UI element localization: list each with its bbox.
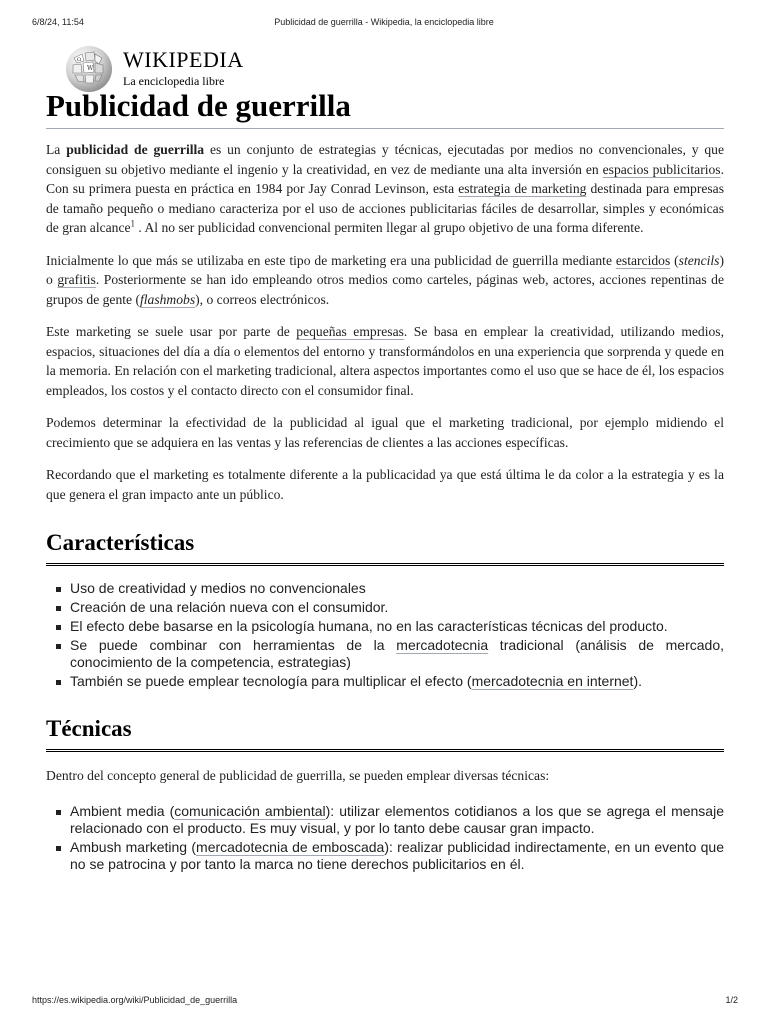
text: ): utilizar elementos cotidianos a los que se agrega el mensaje relacionado con el producto. Es muy visual, y por lo tanto debe causar gran impacto.	[70, 802, 724, 836]
text: Este marketing se suele usar por parte de	[46, 324, 297, 339]
svg-text:Ω: Ω	[77, 57, 82, 63]
link-estrategia-de-marketing[interactable]: estrategia de marketing	[458, 181, 587, 196]
bold-term: publicidad de guerrilla	[66, 142, 205, 157]
print-page-number: 1/2	[725, 995, 738, 1005]
text: Se puede combinar con herramientas de la	[70, 637, 397, 653]
link-mercadotecnia[interactable]: mercadotecnia	[396, 637, 489, 653]
link-estarcidos[interactable]: estarcidos	[615, 252, 671, 268]
section-heading-tecnicas: Técnicas	[46, 716, 724, 752]
link-espacios-publicitarios[interactable]: espacios publicitarios	[602, 161, 721, 177]
link-flashmobs[interactable]: flashmobs	[140, 291, 196, 307]
caracteristicas-list	[46, 580, 724, 690]
text: Inicialmente lo que más se utilizaba en este tipo de marketing era una publicidad de guerrilla mediante	[46, 252, 616, 268]
list-item: Creación de una relación nueva con el consumidor.	[70, 599, 724, 616]
link-grafitis[interactable]: grafitis	[57, 272, 96, 287]
paragraph-4: Podemos determinar la efectividad de la publicidad al igual que el marketing tradicional, por ejemplo midiendo el crecimiento que se adquiera en las ventas y las referencias de clientes a las acciones específicas.	[46, 415, 724, 450]
link-mercadotecnia-de-emboscada[interactable]: mercadotecnia de emboscada	[196, 838, 385, 855]
text: ): realizar publicidad indirectamente, en un evento que no se patrocina y por tanto la marca no tiene derechos publicitarios en él.	[70, 838, 724, 872]
wikipedia-tagline: La enciclopedia libre	[123, 74, 225, 88]
link-comunicacion-ambiental[interactable]: comunicación ambiental	[174, 802, 326, 819]
paragraph-2	[46, 251, 724, 310]
svg-text:W: W	[87, 65, 94, 72]
wikipedia-logo[interactable]	[64, 44, 264, 88]
text: tradicional (análisis de mercado, conocimiento de la competencia, estrategias)	[70, 637, 725, 670]
tecnicas-intro: Dentro del concepto general de publicidad de guerrilla, se pueden emplear diversas técnicas:	[46, 768, 550, 783]
article-content	[46, 88, 724, 883]
text: . Con su primera puesta en práctica en 1984 por Jay Conrad Levinson, esta	[46, 161, 724, 196]
intro-paragraph	[46, 140, 724, 238]
text: Ambient media (	[70, 802, 175, 819]
list-item	[70, 803, 724, 837]
list-item	[70, 673, 724, 690]
italic-term: stencils	[678, 252, 720, 268]
reference-1[interactable]: 1	[130, 218, 136, 229]
wikipedia-wordmark: WIKIPEDIA	[123, 47, 244, 72]
print-date: 6/8/24, 11:54	[32, 17, 84, 27]
tecnicas-list	[46, 803, 724, 873]
link-pequenas-empresas[interactable]: pequeñas empresas	[296, 324, 404, 339]
text: ), o correos electrónicos.	[195, 291, 330, 307]
paragraph-5: Recordando que el marketing es totalmente diferente a la publicacidad ya que está última le da color a la estrategia y es la que genera el gran impacto ante un público.	[46, 467, 724, 502]
page-title: Publicidad de guerrilla	[46, 88, 724, 129]
print-url: https://es.wikipedia.org/wiki/Publicidad_de_guerrilla	[32, 995, 238, 1005]
wikipedia-globe-icon	[64, 44, 114, 94]
paragraph-3	[46, 322, 724, 400]
text: (	[670, 252, 679, 268]
text: es un conjunto de estrategias y técnicas, ejecutadas por medios no convencionales, y que consiguen su objetivo mediante el ingenio y la creatividad, en vez de mediante una alta inversión en	[46, 142, 724, 177]
list-item: El efecto debe basarse en la psicología humana, no en las características técnicas del producto.	[70, 618, 724, 635]
list-item	[70, 637, 724, 671]
text: destinada para empresas de tamaño pequeño o mediano caracteriza por el uso de acciones publicitarias fáciles de desarrollar, simples y económicas de gran alcance	[46, 181, 725, 235]
text: ) o	[46, 252, 724, 287]
text: . Posteriormente se han ido empleando otros medios como carteles, páginas web, actores, acciones repentinas de grupos de gente (	[46, 272, 724, 307]
section-heading-caracteristicas: Características	[46, 530, 724, 566]
text: ).	[633, 673, 642, 689]
text: . Se basa en emplear la creatividad, utilizando medios, espacios, situaciones del día a día o elementos del entorno y transformándolos en una experiencia que sorprenda y quede en la memoria. En relación con el marketing tradicional, altera aspectos importantes como el uso que se hace de él, los espacios empleados, los costos y el contacto directo con el consumidor final.	[46, 324, 724, 398]
list-item	[70, 839, 724, 873]
text: Ambush marketing (	[70, 838, 197, 855]
text: La	[46, 142, 67, 157]
text: También se puede emplear tecnología para multiplicar el efecto (	[70, 673, 472, 689]
list-item: Uso de creatividad y medios no convencionales	[70, 580, 724, 597]
link-mercadotecnia-en-internet[interactable]: mercadotecnia en internet	[471, 673, 634, 689]
print-title: Publicidad de guerrilla - Wikipedia, la enciclopedia libre	[274, 17, 494, 27]
text: . Al no ser publicidad convencional permiten llegar al grupo objetivo de una forma diferente.	[135, 220, 644, 235]
